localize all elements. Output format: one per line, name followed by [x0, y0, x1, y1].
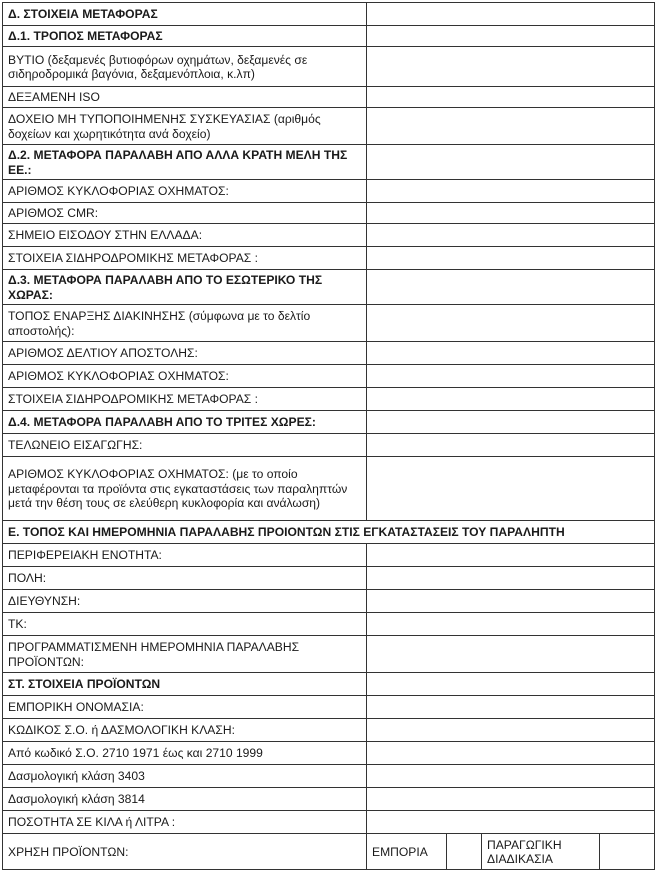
- form-row: [3, 108, 655, 145]
- field-label: ΤΚ:: [3, 613, 367, 636]
- field-value-cell[interactable]: [367, 388, 655, 411]
- form-row: [3, 47, 655, 87]
- field-value-cell[interactable]: [367, 590, 655, 613]
- field-value-cell[interactable]: [367, 365, 655, 388]
- form-row: [3, 696, 655, 719]
- field-value-cell[interactable]: [367, 203, 655, 224]
- form-row: [3, 457, 655, 521]
- field-label: ΣΤΟΙΧΕΙΑ ΣΙΔΗΡΟΔΡΟΜΙΚΗΣ ΜΕΤΑΦΟΡΑΣ :: [3, 388, 367, 411]
- field-value-cell[interactable]: [367, 742, 655, 765]
- form-row: [3, 765, 655, 788]
- header-blank-cell: [367, 673, 655, 696]
- field-value-cell[interactable]: [367, 567, 655, 590]
- form-row: [3, 613, 655, 636]
- form-row: [3, 521, 655, 544]
- form-row: [3, 247, 655, 270]
- field-label: ΔΙΕΥΘΥΝΣΗ:: [3, 590, 367, 613]
- field-label: Δασμολογική κλάση 3814: [3, 788, 367, 811]
- field-label: ΑΡΙΘΜΟΣ ΔΕΛΤΙΟΥ ΑΠΟΣΤΟΛΗΣ:: [3, 342, 367, 365]
- field-label: ΣΤΟΙΧΕΙΑ ΣΙΔΗΡΟΔΡΟΜΙΚΗΣ ΜΕΤΑΦΟΡΑΣ :: [3, 247, 367, 270]
- header-blank-cell: [367, 26, 655, 47]
- field-value-cell[interactable]: [367, 342, 655, 365]
- form-row: [3, 388, 655, 411]
- field-label: ΑΡΙΘΜΟΣ CMR:: [3, 203, 367, 224]
- form-row: [3, 411, 655, 434]
- field-value-cell[interactable]: [367, 180, 655, 203]
- field-label: Δασμολογική κλάση 3403: [3, 765, 367, 788]
- form-row: [3, 742, 655, 765]
- section-header: Δ.3. ΜΕΤΑΦΟΡΑ ΠΑΡΑΛΑΒΗ ΑΠΟ ΤΟ ΕΣΩΤΕΡΙΚΟ ΤΗΣ ΧΩΡΑΣ:: [3, 270, 367, 305]
- field-label: ΑΡΙΘΜΟΣ ΚΥΚΛΟΦΟΡΙΑΣ ΟΧΗΜΑΤΟΣ:: [3, 180, 367, 203]
- form-row: [3, 203, 655, 224]
- commerce-option-label: ΕΜΠΟΡΙΑ: [367, 834, 447, 870]
- field-value-cell[interactable]: [367, 87, 655, 108]
- transport-details-form: [2, 2, 655, 870]
- production-option-label: ΠΑΡΑΓΩΓΙΚΗ ΔΙΑΔΙΚΑΣΙΑ: [482, 834, 600, 870]
- production-option-checkbox[interactable]: [600, 834, 655, 870]
- field-value-cell[interactable]: [367, 719, 655, 742]
- field-label: ΠΟΛΗ:: [3, 567, 367, 590]
- field-value-cell[interactable]: [367, 696, 655, 719]
- field-label: ΣΗΜΕΙΟ ΕΙΣΟΔΟΥ ΣΤΗΝ ΕΛΛΑΔΑ:: [3, 224, 367, 247]
- form-row: [3, 788, 655, 811]
- field-value-cell[interactable]: [367, 613, 655, 636]
- form-row: [3, 811, 655, 834]
- field-label: Από κωδικό Σ.Ο. 2710 1971 έως και 2710 1999: [3, 742, 367, 765]
- header-blank-cell: [367, 411, 655, 434]
- form-row: [3, 636, 655, 673]
- form-row: [3, 180, 655, 203]
- form-row: [3, 719, 655, 742]
- field-label: ΚΩΔΙΚΟΣ Σ.Ο. ή ΔΑΣΜΟΛΟΓΙΚΗ ΚΛΑΣΗ:: [3, 719, 367, 742]
- header-blank-cell: [367, 145, 655, 180]
- field-value-cell[interactable]: [367, 457, 655, 521]
- section-header: ΣΤ. ΣΤΟΙΧΕΙΑ ΠΡΟΪΟΝΤΩΝ: [3, 673, 367, 696]
- form-row: [3, 26, 655, 47]
- field-label: ΔΕΞΑΜΕΝΗ ISO: [3, 87, 367, 108]
- usage-label: ΧΡΗΣΗ ΠΡΟΪΟΝΤΩΝ:: [3, 834, 367, 870]
- field-label: ΒΥΤΙΟ (δεξαμενές βυτιοφόρων οχημάτων, δεξαμενές σε σιδηροδρομικά βαγόνια, δεξαμενόπλοια, κ.λπ): [3, 47, 367, 87]
- form-row: [3, 305, 655, 342]
- field-label: ΤΟΠΟΣ ΕΝΑΡΞΗΣ ΔΙΑΚΙΝΗΣΗΣ (σύμφωνα με το δελτίο αποστολής):: [3, 305, 367, 342]
- section-header: Δ. ΣΤΟΙΧΕΙΑ ΜΕΤΑΦΟΡΑΣ: [3, 3, 367, 26]
- form-row: [3, 145, 655, 180]
- field-label: ΔΟΧΕΙΟ ΜΗ ΤΥΠΟΠΟΙΗΜΕΝΗΣ ΣΥΣΚΕΥΑΣΙΑΣ (αριθμός δοχείων και χωρητικότητα ανά δοχείο): [3, 108, 367, 145]
- form-row: [3, 3, 655, 26]
- field-value-cell[interactable]: [367, 788, 655, 811]
- field-value-cell[interactable]: [367, 434, 655, 457]
- field-value-cell[interactable]: [367, 305, 655, 342]
- field-value-cell[interactable]: [367, 247, 655, 270]
- form-row: [3, 365, 655, 388]
- form-row: [3, 87, 655, 108]
- form-row: [3, 342, 655, 365]
- field-label: ΠΡΟΓΡΑΜΜΑΤΙΣΜΕΝΗ ΗΜΕΡΟΜΗΝΙΑ ΠΑΡΑΛΑΒΗΣ ΠΡΟΪΟΝΤΩΝ:: [3, 636, 367, 673]
- field-value-cell[interactable]: [367, 224, 655, 247]
- section-header: Δ.1. ΤΡΟΠΟΣ ΜΕΤΑΦΟΡΑΣ: [3, 26, 367, 47]
- field-value-cell[interactable]: [367, 636, 655, 673]
- form-row: [3, 224, 655, 247]
- header-blank-cell: [367, 270, 655, 305]
- form-body: [3, 3, 655, 870]
- field-value-cell[interactable]: [367, 765, 655, 788]
- field-label: ΠΟΣΟΤΗΤΑ ΣΕ ΚΙΛΑ ή ΛΙΤΡΑ :: [3, 811, 367, 834]
- header-blank-cell: [367, 3, 655, 26]
- field-label: ΑΡΙΘΜΟΣ ΚΥΚΛΟΦΟΡΙΑΣ ΟΧΗΜΑΤΟΣ: (με το οποίο μεταφέρονται τα προϊόντα στις εγκαταστάσεις των παραληπτών μετά την θέση τους σε ελεύθερη κυκλοφορία και ανάλωση): [3, 457, 367, 521]
- usage-row: [3, 834, 655, 870]
- section-header: Ε. ΤΟΠΟΣ ΚΑΙ ΗΜΕΡΟΜΗΝΙΑ ΠΑΡΑΛΑΒΗΣ ΠΡΟΙΟΝΤΩΝ ΣΤΙΣ ΕΓΚΑΤΑΣΤΑΣΕΙΣ ΤΟΥ ΠΑΡΑΛΗΠΤΗ: [3, 521, 655, 544]
- field-label: ΤΕΛΩΝΕΙΟ ΕΙΣΑΓΩΓΗΣ:: [3, 434, 367, 457]
- section-header: Δ.4. ΜΕΤΑΦΟΡΑ ΠΑΡΑΛΑΒΗ ΑΠΟ ΤΟ ΤΡΙΤΕΣ ΧΩΡΕΣ:: [3, 411, 367, 434]
- field-value-cell[interactable]: [367, 47, 655, 87]
- form-row: [3, 673, 655, 696]
- form-row: [3, 434, 655, 457]
- field-label: ΕΜΠΟΡΙΚΗ ΟΝΟΜΑΣΙΑ:: [3, 696, 367, 719]
- field-value-cell[interactable]: [367, 544, 655, 567]
- field-label: ΠΕΡΙΦΕΡΕΙΑΚΗ ΕΝΟΤΗΤΑ:: [3, 544, 367, 567]
- form-row: [3, 544, 655, 567]
- section-header: Δ.2. ΜΕΤΑΦΟΡΑ ΠΑΡΑΛΑΒΗ ΑΠΟ ΑΛΛΑ ΚΡΑΤΗ ΜΕΛΗ ΤΗΣ ΕΕ.:: [3, 145, 367, 180]
- form-row: [3, 270, 655, 305]
- form-row: [3, 590, 655, 613]
- commerce-option-checkbox[interactable]: [447, 834, 482, 870]
- field-value-cell[interactable]: [367, 108, 655, 145]
- field-label: ΑΡΙΘΜΟΣ ΚΥΚΛΟΦΟΡΙΑΣ ΟΧΗΜΑΤΟΣ:: [3, 365, 367, 388]
- form-row: [3, 567, 655, 590]
- field-value-cell[interactable]: [367, 811, 655, 834]
